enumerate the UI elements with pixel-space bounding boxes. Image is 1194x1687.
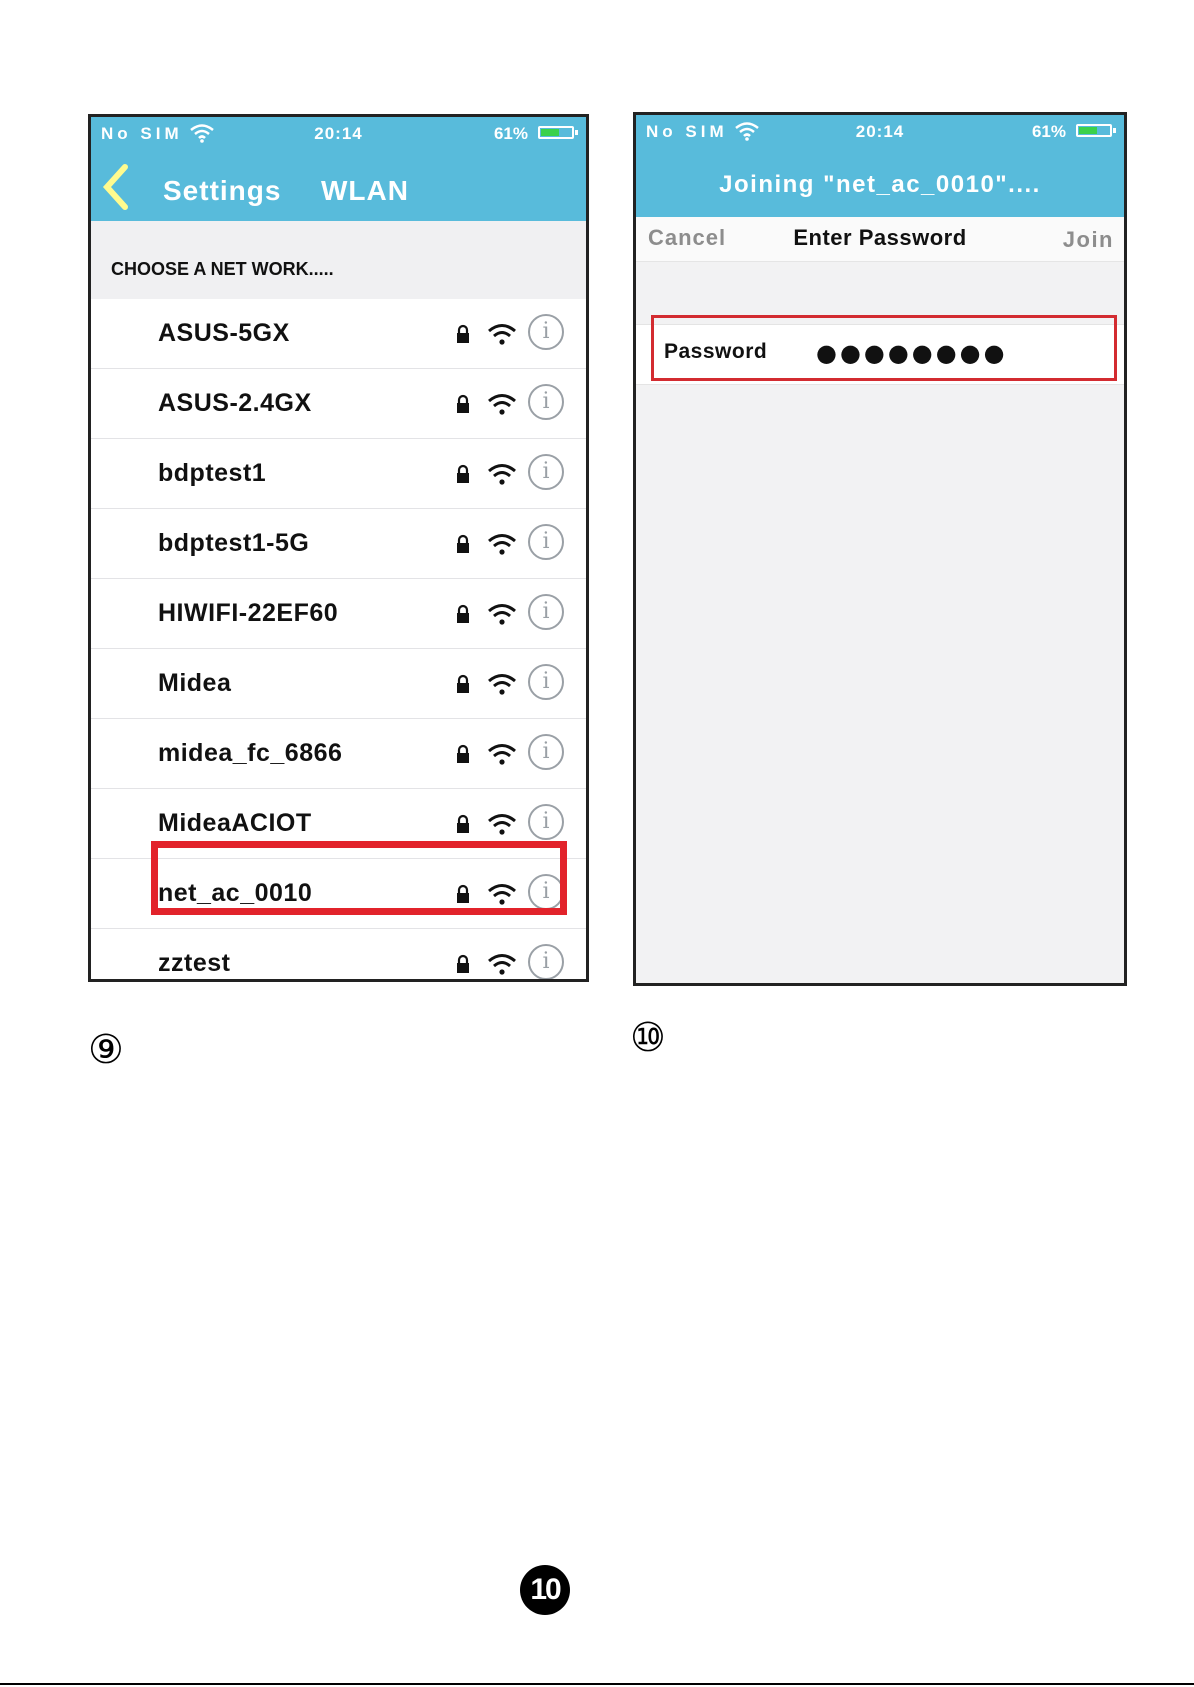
network-name: Midea [158,669,232,697]
network-row[interactable] [91,299,586,369]
enter-password-title: Enter Password [793,225,967,250]
info-icon[interactable]: i [528,944,564,980]
carrier-label: No SIM [101,124,183,143]
lock-icon [456,604,470,624]
lock-icon [456,744,470,764]
carrier-label: No SIM [646,122,728,141]
info-icon[interactable]: i [528,734,564,770]
network-row[interactable] [91,369,586,439]
network-row[interactable] [91,719,586,789]
network-name: HIWIFI-22EF60 [158,599,339,627]
network-name: ASUS-5GX [158,319,290,347]
lock-icon [456,464,470,484]
network-row[interactable] [91,789,586,859]
info-icon[interactable]: i [528,594,564,630]
nav-settings-link[interactable]: Settings [163,175,282,206]
wifi-signal-icon [487,392,517,416]
section-header [91,221,586,301]
clock: 20:14 [314,124,363,143]
network-name: MideaACIOT [158,809,312,837]
wifi-signal-icon [487,532,517,556]
battery-percent: 61% [493,124,528,143]
password-row [636,324,1124,385]
lock-icon [456,884,470,904]
lock-icon [456,324,470,344]
network-row[interactable] [91,929,586,982]
network-row[interactable] [91,509,586,579]
battery-fill [541,129,559,136]
lock-icon [456,394,470,414]
network-row[interactable] [91,579,586,649]
network-name: ASUS-2.4GX [158,389,312,417]
password-screen [633,112,1127,986]
wifi-signal-icon [487,602,517,626]
page-number: 10 [520,1565,570,1615]
info-icon[interactable]: i [528,664,564,700]
wlan-screen [88,114,589,982]
lock-icon [456,954,470,974]
password-field[interactable] [816,335,1096,371]
nav-title: WLAN [321,175,409,206]
nav-bar [91,149,586,221]
network-row[interactable] [91,439,586,509]
password-sheet-header [636,217,1124,262]
network-name: bdptest1 [158,459,267,487]
wifi-signal-icon [487,882,517,906]
lock-icon [456,534,470,554]
wifi-signal-icon [487,322,517,346]
cancel-button[interactable]: Cancel [648,225,727,250]
battery-icon [538,126,574,139]
network-name: net_ac_0010 [158,879,313,907]
wifi-signal-icon [487,952,517,976]
info-icon[interactable]: i [528,314,564,350]
info-icon[interactable]: i [528,454,564,490]
wifi-signal-icon [487,742,517,766]
info-icon[interactable]: i [528,384,564,420]
step-number-10: ⑩ [630,1015,666,1061]
bottom-rule [0,1683,1194,1685]
clock: 20:14 [855,122,905,141]
info-icon[interactable]: i [528,524,564,560]
info-icon[interactable]: i [528,804,564,840]
choose-network-label: CHOOSE A NET WORK..... [111,259,334,279]
network-list [91,299,586,982]
battery-fill [1079,127,1097,134]
battery-percent: 61% [1031,122,1066,141]
network-name: midea_fc_6866 [158,739,343,767]
network-name: zztest [158,949,231,977]
wifi-signal-icon [487,462,517,486]
lock-icon [456,674,470,694]
network-row[interactable] [91,859,586,929]
status-bar [91,117,586,149]
join-button[interactable]: Join [1062,227,1114,252]
info-icon[interactable]: i [528,874,564,910]
battery-icon [1076,124,1112,137]
joining-title: Joining "net_ac_0010".... [719,171,1041,198]
status-bar [636,115,1124,147]
lock-icon [456,814,470,834]
network-row[interactable] [91,649,586,719]
joining-bar [636,147,1124,217]
password-label: Password [664,340,768,363]
back-chevron-icon[interactable] [101,163,131,214]
wifi-signal-icon [487,672,517,696]
wifi-signal-icon [487,812,517,836]
network-name: bdptest1-5G [158,529,310,557]
step-number-9: ⑨ [88,1027,124,1073]
